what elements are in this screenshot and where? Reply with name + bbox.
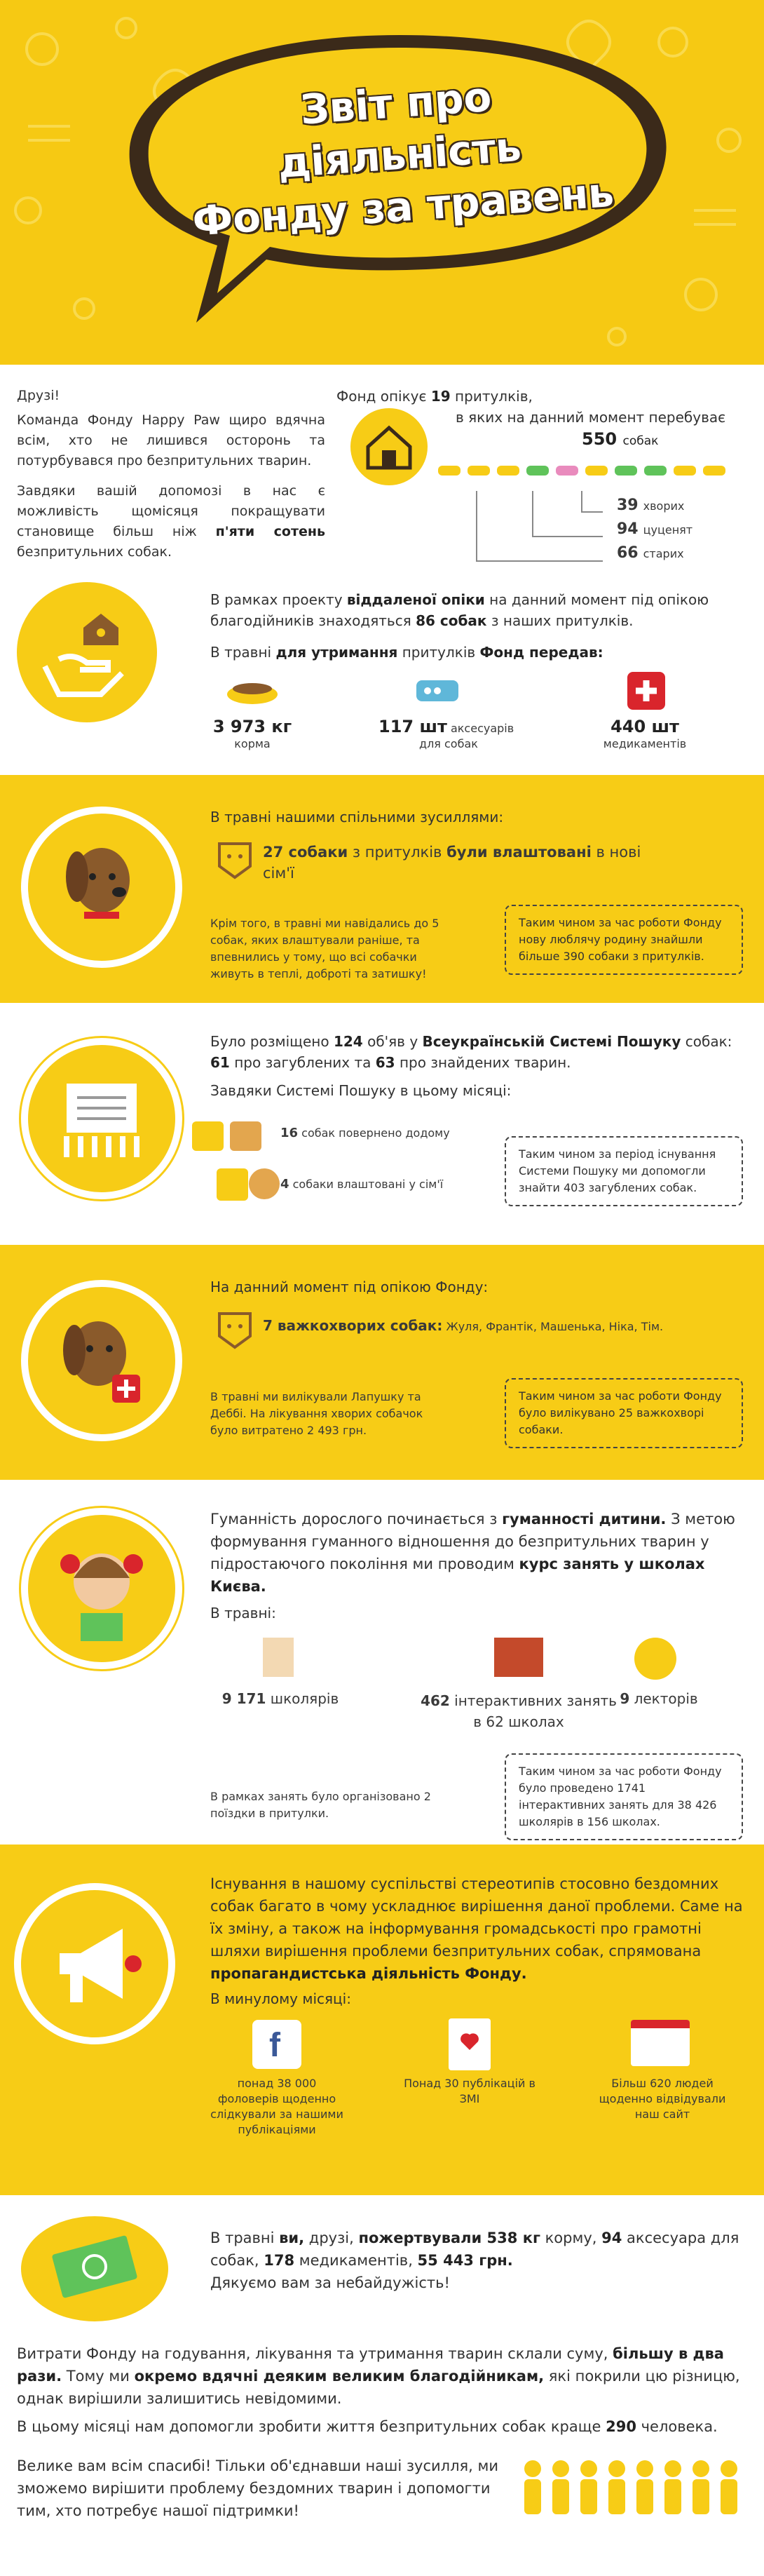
care-p2: В травні для утримання притулків Фонд передав: [210,644,603,661]
footer-p2: В цьому місяці нам допомогли зробити життя безпритульних собак краще 290 человека. [17,2418,718,2435]
notice-board-icon [21,1038,182,1199]
donate-text: В травні ви, друзі, пожертвували 538 кг корму, 94 аксесуара для собак, 178 медикаментів, 55 443 грн. Дякуємо вам за небайдужість! [210,2230,739,2291]
promo-p2: В минулому місяці: [210,1990,351,2007]
dog-face-icon-2 [214,1308,256,1350]
food-stat: 3 973 кг корма [212,717,292,750]
dog-collar-icon [21,807,182,968]
header-section [0,0,764,365]
lecturer-icon [634,1638,676,1680]
edu-p1: Гуманність дорослого починається з гуманності дитини. З метою формування гуманного відношення до безпритульних тварин у підростаючого покоління ми проводим курс занять у школах Києва. [210,1511,735,1595]
greeting: Друзі! [17,388,60,403]
adopted-family: 4 собаки влаштовані у сім'ї [280,1177,444,1192]
search-p1: Було розміщено 124 об'яв у Всеукраїнській Системі Пошуку собак: 61 про загублених та 63 про знайдених тварин. [210,1033,732,1071]
dogs-row-icon [438,456,746,494]
dogs-count: 550 собак [582,429,659,449]
shelters-text-2: в яких на данний момент перебуває [456,409,726,426]
sick-box: Таким чином за час роботи Фонду було вилікувано 25 важкохворі собаки. [505,1378,743,1448]
site-visitors-stat: Більш 620 людей щоденно відвідували наш сайт [599,2077,726,2121]
intro-p1: Команда Фонду Happy Paw щиро вдячна всім, хто не лишився осторонь та потурбувався про безпритульних тварин. [17,412,325,468]
title-line-2: Фонду за травень [191,168,615,245]
returned-home: 16 собак повернено додому [280,1126,450,1140]
money-icon [21,2216,168,2321]
edu-p3: В рамках занять було організовано 2 поїздки в притулки. [210,1790,431,1820]
donate-section [0,2195,764,2328]
dog-family-icon [214,1164,291,1203]
sick-section [0,1245,764,1480]
dog-face-icon [214,838,256,880]
promo-section [0,1845,764,2195]
puppy-count: 94 цуценят [617,520,693,538]
lessons-stat: 462 інтерактивних занять в 62 школах [421,1692,617,1730]
promo-p1: Існування в нашому суспільстві стереотипів стосовно бездомних собак багато в чому ускладнює вирішення даної проблеми. Саме на їх зміну, а також на інформування громадськості про грамотні шляхи вирішення проблеми безпритульних собак, спрямована пропагандистська діяльність Фонду. [210,1875,743,1982]
shelters-text: Фонд опікує 19 притулків, [336,388,533,405]
media-stat: Понад 30 публікацій в ЗМІ [404,2077,536,2105]
adopt-p1: В травні нашими спільними зусиллями: [210,809,504,825]
child-icon [21,1508,182,1669]
page-title [177,62,622,248]
accessory-icon [414,672,463,710]
sick-list: 7 важкохворих собак: Жуля, Франтік, Машенька, Ніка, Тім. [263,1317,664,1334]
search-box: Таким чином за період існування Системи Пошуку ми допомогли знайти 403 загублених собак. [505,1136,743,1206]
title-line-1: Звіт про діяльність [276,72,523,188]
search-p2: Завдяки Системі Пошуку в цьому місяці: [210,1082,512,1099]
students-stat: 9 171 школярів [221,1690,339,1707]
accessory-stat: 117 шт аксесуарів для собак [378,717,514,750]
medicine-stat: 440 шт медикаментів [603,717,687,750]
footer-p1: Витрати Фонду на годування, лікування та утримання тварин склали суму, більшу в два рази. Тому ми окремо вдячні деяким великим благодійникам, які покрили цю різницю, однак вирішили залишитись невідомими. [17,2345,740,2407]
edu-section [0,1480,764,1845]
adopt-main: 27 собаки з притулків були влаштовані в нові сім'ї [263,844,641,882]
branch-lines [463,491,610,568]
paper-icon [263,1638,294,1677]
facebook-icon [252,2020,301,2069]
school-icon [494,1638,543,1677]
food-bowl-icon [224,673,280,708]
intro-text [17,386,325,562]
old-count: 66 старих [617,544,684,562]
adopt-box: Таким чином за час роботи Фонду нову люблячу родину знайшли більше 390 собаки з притулків. [505,905,743,975]
sick-dog-icon [21,1280,182,1441]
search-section [0,1003,764,1245]
dogs-home-icon [189,1119,266,1154]
footer-section [0,2328,764,2576]
svg-text:f: f [269,2027,280,2064]
care-section [0,575,764,775]
adopt-p2: Крім того, в травні ми навідались до 5 собак, яких влаштували раніше, та впевнились у тому, що всі собачки живуть в теплі, доброті та затишку! [210,917,439,980]
intro-p2: Завдяки вашій допомозі в нас є можливість щомісяця покращувати становище більш ніж п'яти сотень безпритульних собак. [17,483,325,560]
lecturers-stat: 9 лекторів [620,1690,698,1707]
website-icon [631,2020,690,2066]
followers-stat: понад 38 000 фоловерів щоденно слідкували за нашими публікаціями [210,2077,343,2136]
intro-section [0,365,764,575]
shelter-house-icon [350,408,428,485]
medicine-icon [627,672,665,710]
publication-icon [449,2018,491,2070]
sick-p1: На данний момент під опікою Фонду: [210,1279,489,1295]
hand-house-icon [17,582,157,722]
sick-p2: В травні ми вилікували Лапушку та Деббі. На лікування хворих собачок було витратено 2 493 грн. [210,1390,423,1437]
edu-p2: В травні: [210,1605,276,1621]
adopt-section [0,775,764,1003]
edu-box: Таким чином за час роботи Фонду було проведено 1741 інтерактивних занять для 38 426 школярів в 156 школах. [505,1753,743,1840]
people-row-icon [519,2451,750,2528]
care-p1: В рамках проекту віддаленої опіки на данний момент під опікою благодійників знаходяться 86 собак з наших притулків. [210,591,709,629]
megaphone-icon [14,1883,175,2044]
footer-p3: Велике вам всім спасибі! Тільки об'єднавши наші зусилля, ми зможемо вирішити проблему бездомних тварин і допомогти тим, хто потребує нашої підтримки! [17,2457,498,2519]
sick-count: 39 хворих [617,497,685,514]
